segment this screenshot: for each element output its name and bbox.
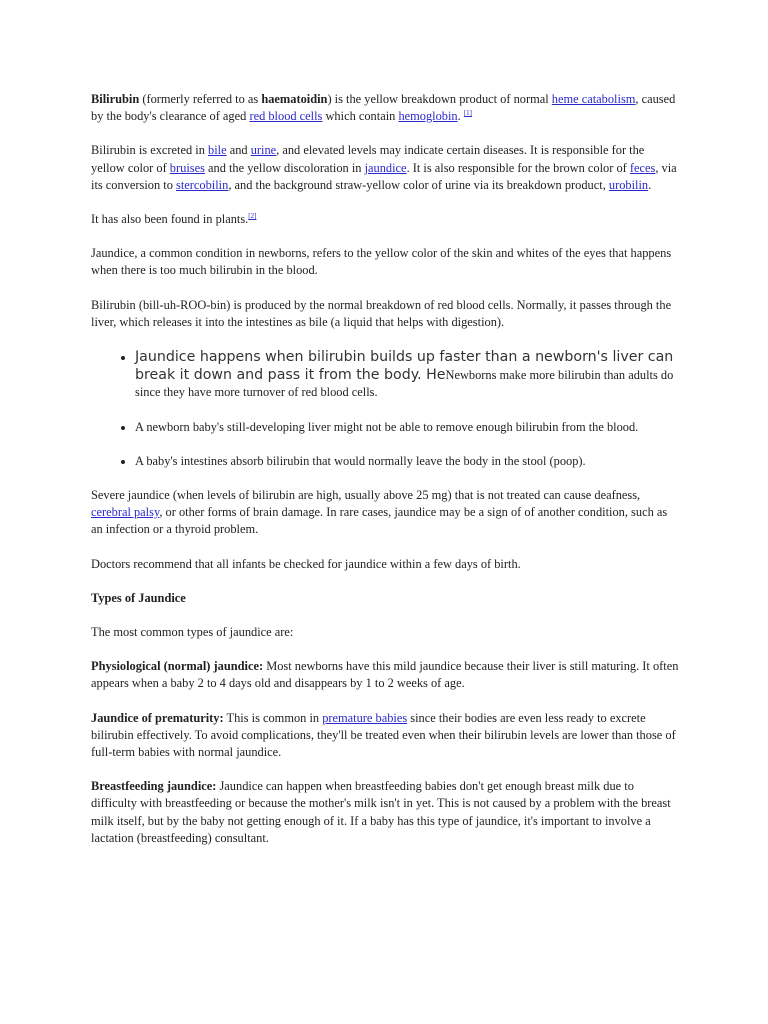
paragraph-breastfeeding-jaundice: Breastfeeding jaundice: Jaundice can happen when breastfeeding babies don't get enough breast milk due to difficulty with breastfeeding or because the mother's milk isn't in yet. This is not caused by a problem with the breast milk itself, but by the baby not getting enough of it. If a baby has this type of jaundice, it's important to involve a lactation (breastfeeding) consultant. bbox=[91, 779, 671, 845]
citation-1[interactable]: [1] bbox=[463, 109, 473, 118]
link-jaundice[interactable]: jaundice bbox=[364, 160, 407, 175]
list-item: • A newborn baby's still-developing liver might not be able to remove enough bilirubin from the blood. bbox=[135, 419, 681, 436]
list-item-text: Newborns make more bilirubin than adults do since they have more turnover of red blood cells. bbox=[135, 368, 674, 400]
term-bilirubin: Bilirubin bbox=[91, 92, 140, 106]
term-prematurity: Jaundice of prematurity: bbox=[91, 710, 224, 725]
link-hemoglobin[interactable]: hemoglobin bbox=[398, 109, 458, 124]
paragraph-bilirubin-excretion: Bilirubin is excreted in bile and urine, and elevated levels may indicate certain diseases. It is responsible for the yellow color of bruises and the yellow discoloration in jaundice. It is also responsible for the brown color of feces, via its conversion to stercobilin, and the background straw-yellow color of urine via its breakdown product, urobilin. bbox=[91, 143, 677, 192]
link-premature-babies[interactable]: premature babies bbox=[322, 710, 408, 725]
paragraph-doctors-recommend: Doctors recommend that all infants be checked for jaundice within a few days of birth. bbox=[91, 556, 521, 571]
link-urobilin[interactable]: urobilin bbox=[608, 177, 649, 192]
link-urine[interactable]: urine bbox=[250, 143, 277, 158]
term-physiological: Physiological (normal) jaundice: bbox=[91, 659, 264, 674]
link-red-blood-cells[interactable]: red blood cells bbox=[249, 109, 323, 124]
document-body bbox=[91, 91, 681, 864]
link-stercobilin[interactable]: stercobilin bbox=[176, 177, 229, 192]
list-item-text-sans: Jaundice happens when bilirubin builds up faster than a newborn's liver can break it down and pass it from the body. He bbox=[135, 349, 674, 384]
paragraph-bilirubin-production: Bilirubin (bill-uh-ROO-bin) is produced by the normal breakdown of red blood cells. Normally, it passes through the liver, which releases it into the intestines as bile (a liquid that helps with digestion). bbox=[91, 297, 672, 329]
paragraph-physiological-jaundice: Physiological (normal) jaundice: Most newborns have this mild jaundice because their liver is still maturing. It often appears when a baby 2 to 4 days old and disappears by 1 to 2 weeks of age. bbox=[91, 659, 679, 691]
jaundice-causes-list bbox=[91, 348, 681, 470]
section-heading-types: Types of Jaundice bbox=[91, 590, 186, 605]
paragraph-bilirubin-definition: Bilirubin (formerly referred to as haematoidin) is the yellow breakdown product of normal heme catabolism, caused by the body's clearance of aged red blood cells which contain hemoglobin. [1] bbox=[91, 92, 676, 124]
paragraph-severe-jaundice: Severe jaundice (when levels of bilirubin are high, usually above 25 mg) that is not treated can cause deafness, cerebral palsy, or other forms of brain damage. In rare cases, jaundice may be a sign of of another condition, such as an infection or a thyroid problem. bbox=[91, 488, 668, 537]
paragraph-plants: It has also been found in plants.[2] bbox=[91, 212, 257, 227]
link-feces[interactable]: feces bbox=[629, 160, 656, 175]
paragraph-jaundice-intro: Jaundice, a common condition in newborns, refers to the yellow color of the skin and whites of the eyes that happens when there is too much bilirubin in the blood. bbox=[91, 246, 672, 278]
citation-2[interactable]: [2] bbox=[248, 212, 257, 221]
paragraph-prematurity-jaundice: Jaundice of prematurity: This is common in premature babies since their bodies are even less ready to excrete bilirubin effectively. To avoid complications, they'll be treated even when their bilirubin levels are lower than those of full-term babies with normal jaundice. bbox=[91, 710, 676, 760]
term-breastfeeding: Breastfeeding jaundice: bbox=[91, 779, 217, 794]
link-heme-catabolism[interactable]: heme catabolism bbox=[551, 92, 636, 106]
link-bile[interactable]: bile bbox=[208, 143, 227, 158]
list-item: • A baby's intestines absorb bilirubin that would normally leave the body in the stool (poop). bbox=[135, 453, 681, 470]
list-item bbox=[135, 348, 681, 402]
term-haematoidin: haematoidin bbox=[261, 92, 328, 106]
link-cerebral-palsy[interactable]: cerebral palsy bbox=[91, 505, 160, 520]
link-bruises[interactable]: bruises bbox=[169, 160, 205, 175]
paragraph-common-types: The most common types of jaundice are: bbox=[91, 625, 294, 640]
